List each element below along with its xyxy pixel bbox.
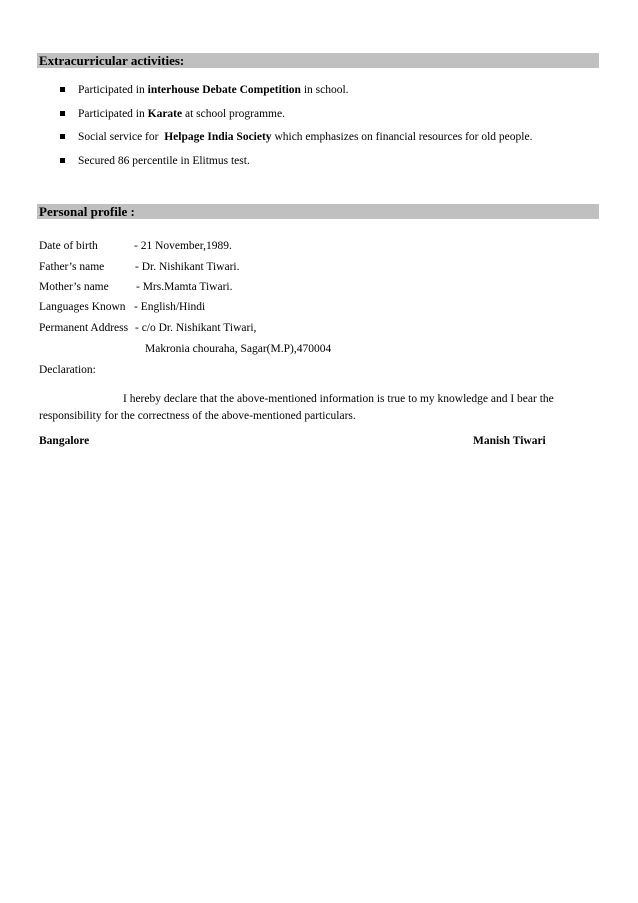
profile-row-dob bbox=[39, 239, 232, 253]
profile-row-languages bbox=[39, 300, 206, 314]
field-value: - English/Hindi bbox=[134, 301, 206, 313]
field-label: Mother’s name bbox=[39, 281, 109, 293]
item-text: Participated in bbox=[78, 107, 148, 120]
field-value: - Dr. Nishikant Tiwari. bbox=[135, 261, 240, 273]
personal-profile-heading: Personal profile : bbox=[37, 204, 599, 219]
bullet-square-icon bbox=[60, 87, 65, 92]
extracurricular-list bbox=[60, 83, 532, 177]
item-bold-text: Helpage India Society bbox=[164, 131, 272, 143]
bullet-square-icon bbox=[60, 111, 65, 116]
field-value: - c/o Dr. Nishikant Tiwari, bbox=[135, 322, 257, 334]
field-label: Father’s name bbox=[39, 261, 105, 273]
item-bold-text: interhouse Debate Competition bbox=[147, 84, 301, 96]
declaration-text bbox=[39, 391, 579, 425]
item-text: at school programme. bbox=[182, 107, 285, 120]
bullet-square-icon bbox=[60, 134, 65, 139]
profile-row-address bbox=[39, 321, 257, 335]
declaration-heading: Declaration: bbox=[39, 364, 96, 376]
item-text: Secured 86 percentile in Elitmus test. bbox=[78, 154, 250, 167]
bullet-square-icon bbox=[60, 158, 65, 163]
item-text: which emphasizes on financial resources for old people. bbox=[271, 131, 533, 143]
declaration-line-1: I hereby declare that the above-mentioned information is true to my knowledge and I bear the bbox=[123, 393, 554, 405]
profile-address-line2: Makronia chouraha, Sagar(M.P),470004 bbox=[145, 343, 332, 355]
item-text: in school. bbox=[300, 84, 349, 96]
field-label: Languages Known bbox=[39, 301, 126, 313]
field-value: - Mrs.Mamta Tiwari. bbox=[136, 281, 233, 293]
extracurricular-heading: Extracurricular activities: bbox=[37, 53, 599, 68]
place-text: Bangalore bbox=[39, 435, 90, 447]
signature-name: Manish Tiwari bbox=[473, 435, 546, 447]
list-item bbox=[60, 83, 532, 107]
declaration-line-2: responsibility for the correctness of the above-mentioned particulars. bbox=[39, 410, 356, 422]
list-item bbox=[60, 154, 532, 178]
field-label: Date of birth bbox=[39, 240, 98, 252]
profile-row-father bbox=[39, 260, 240, 274]
field-value: - 21 November,1989. bbox=[134, 240, 232, 252]
field-label: Permanent Address bbox=[39, 322, 129, 334]
profile-row-mother bbox=[39, 280, 233, 294]
list-item bbox=[60, 130, 532, 154]
item-bold-text: Karate bbox=[147, 107, 183, 120]
item-text: Participated in bbox=[78, 84, 148, 96]
list-item bbox=[60, 107, 532, 131]
item-text: Social service for bbox=[78, 131, 165, 143]
